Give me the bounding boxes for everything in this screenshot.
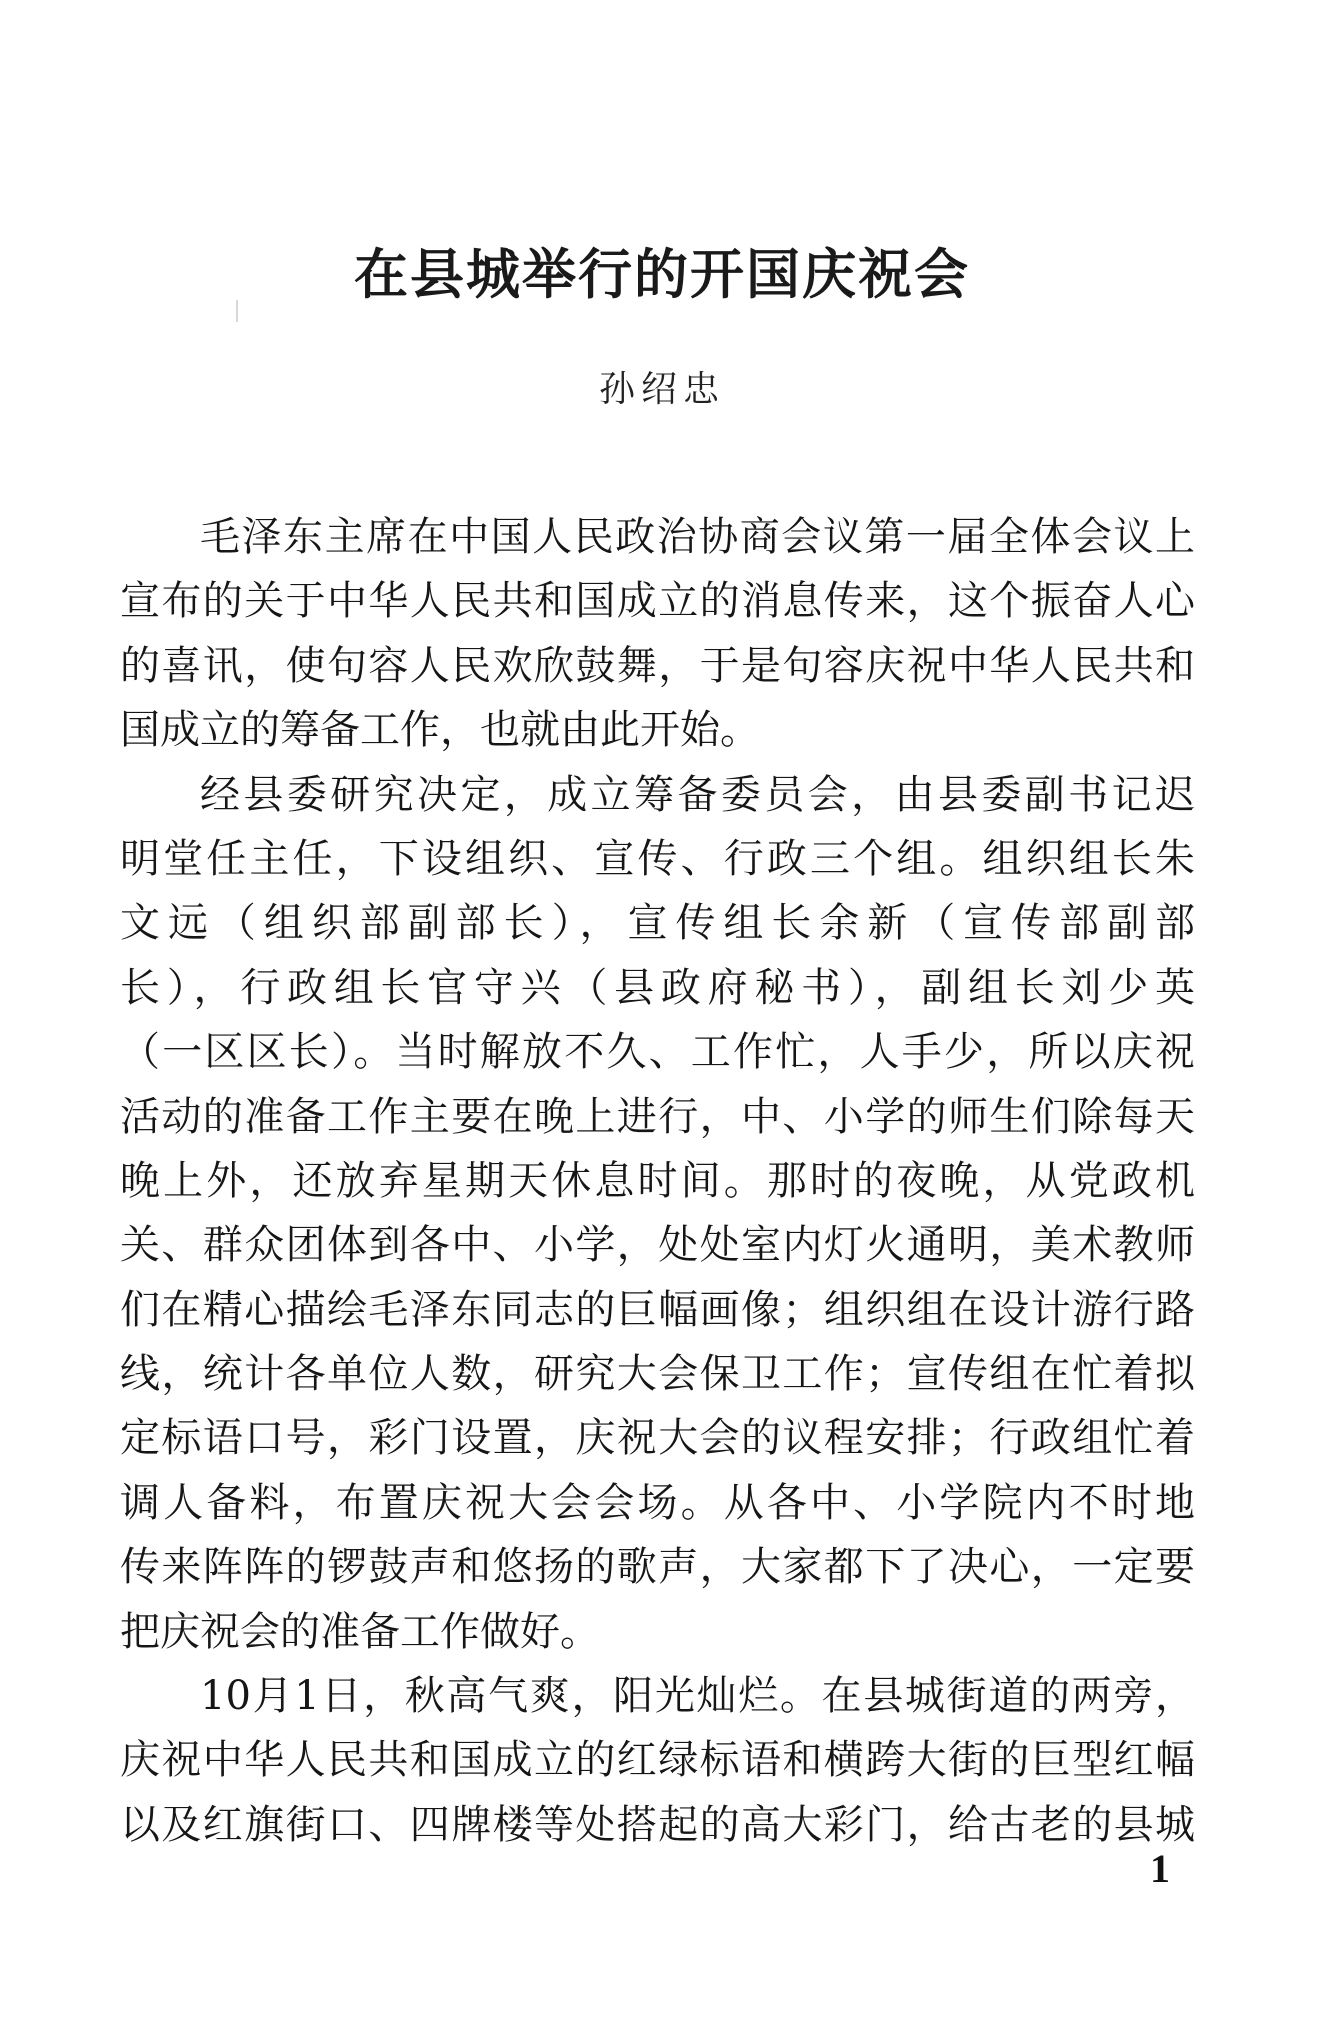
body-line: 线，统计各单位人数，研究大会保卫工作；宣传组在忙着拟 (120, 1351, 1195, 1398)
body-line: 晚上外，还放弃星期天休息时间。那时的夜晚，从党政机 (120, 1157, 1195, 1204)
article-author: 孙绍忠 (598, 369, 725, 410)
body-line: 庆祝中华人民共和国成立的红绿标语和横跨大街的巨型红幅 (120, 1737, 1195, 1784)
body-line: 国成立的筹备工作，也就由此开始。 (120, 707, 760, 754)
page-number: 1 (1150, 1846, 1170, 1891)
body-line: 经县委研究决定，成立筹备委员会，由县委副书记迟 (200, 771, 1195, 818)
body-line: 们在精心描绘毛泽东同志的巨幅画像；组织组在设计游行路 (120, 1286, 1195, 1333)
body-line: 关、群众团体到各中、小学，处处室内灯火通明，美术教师 (120, 1222, 1195, 1269)
body-line: 10月1日，秋高气爽，阳光灿烂。在县城街道的两旁， (200, 1673, 1195, 1720)
body-line: 文远（组织部副部长），宣传组长余新（宣传部副部 (120, 900, 1195, 947)
article-title: 在县城举行的开国庆祝会 (354, 243, 970, 306)
body-line: 长），行政组长官守兴（县政府秘书），副组长刘少英 (120, 964, 1195, 1011)
body-line: 的喜讯，使句容人民欢欣鼓舞，于是句容庆祝中华人民共和 (120, 642, 1195, 689)
body-line: 毛泽东主席在中国人民政治协商会议第一届全体会议上 (200, 514, 1195, 560)
body-line: 传来阵阵的锣鼓声和悠扬的歌声，大家都下了决心，一定要 (120, 1544, 1195, 1591)
body-line: 以及红旗街口、四牌楼等处搭起的高大彩门，给古老的县城 (120, 1801, 1195, 1848)
body-line: 明堂任主任，下设组织、宣传、行政三个组。组织组长朱 (120, 835, 1195, 882)
body-line: 定标语口号，彩门设置，庆祝大会的议程安排；行政组忙着 (120, 1415, 1195, 1462)
body-line: 活动的准备工作主要在晚上进行，中、小学的师生们除每天 (120, 1093, 1195, 1140)
body-line: 把庆祝会的准备工作做好。 (120, 1608, 600, 1655)
body-line: （一区区长）。当时解放不久、工作忙，人手少，所以庆祝 (120, 1029, 1195, 1076)
body-line: 宣布的关于中华人民共和国成立的消息传来，这个振奋人心 (120, 578, 1195, 625)
body-line: 调人备料，布置庆祝大会会场。从各中、小学院内不时地 (120, 1479, 1195, 1526)
article-body (120, 505, 1195, 1857)
